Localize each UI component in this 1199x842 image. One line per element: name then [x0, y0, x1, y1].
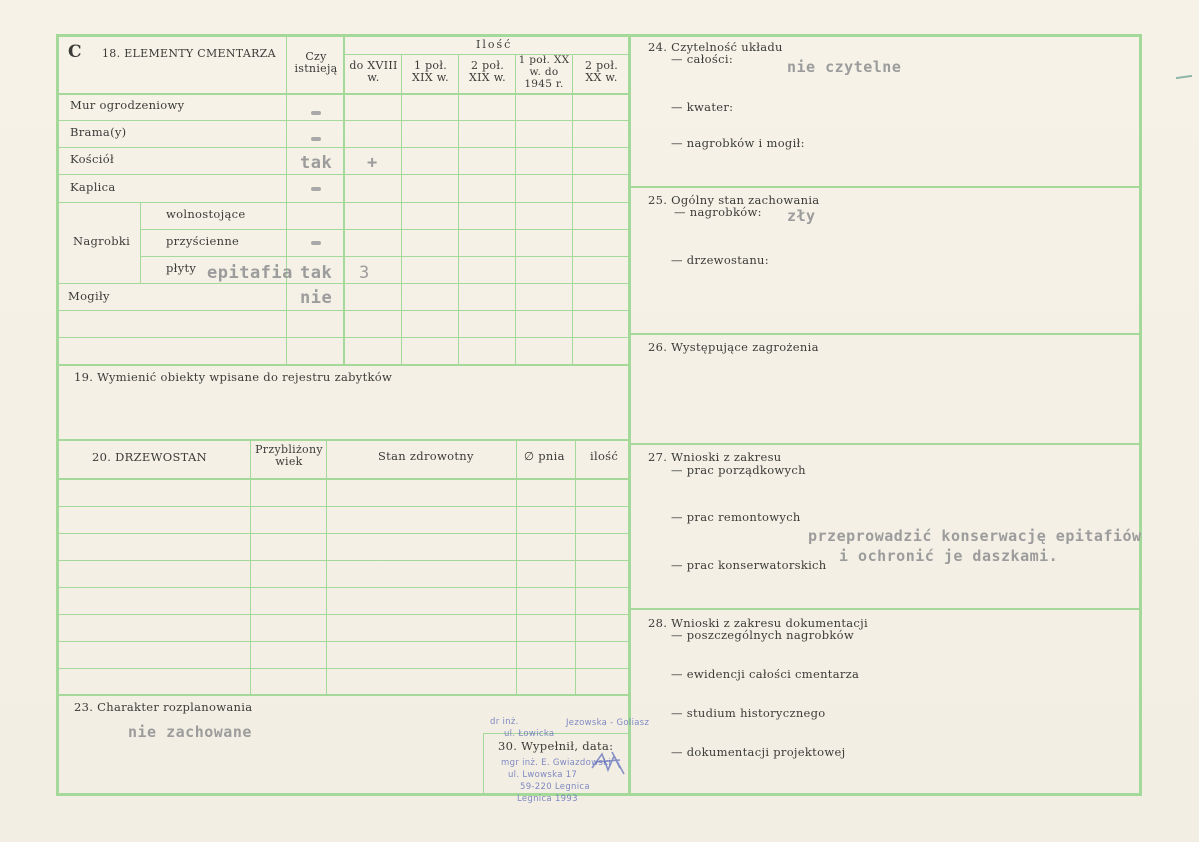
section-26-title: 26. Występujące zagrożenia [648, 340, 819, 354]
col-header-diameter: ∅ pnia [524, 449, 565, 463]
row-label-graves: Mogiły [68, 289, 110, 303]
row-label-church: Kościół [70, 152, 114, 166]
grid-line [631, 186, 1139, 188]
doc-history-label: — studium historycznego [671, 706, 826, 720]
section-30-title: 30. Wypełnił, data: [498, 739, 614, 753]
section-19-title: 19. Wymienić obiekty wpisane do rejestru zabytków [74, 370, 393, 384]
grid-line [59, 560, 628, 561]
stamp-line: Legnica 1993 [517, 794, 578, 804]
slabs-exists-value: tak [300, 263, 333, 283]
church-qty-value: + [367, 153, 378, 173]
grid-line [56, 34, 1142, 37]
legibility-whole-label: — całości: [671, 52, 733, 66]
cleanup-label: — prac porządkowych [671, 463, 806, 477]
stamp-line: Jezowska - Goliasz [566, 718, 650, 728]
dash-mark [311, 137, 321, 141]
layout-character-value: nie zachowane [128, 723, 252, 741]
grid-line [516, 441, 517, 695]
grid-line [56, 34, 59, 796]
church-exists-value: tak [300, 153, 333, 173]
section-24-title: 24. Czytelność układu [648, 40, 783, 54]
dash-mark [311, 187, 321, 191]
col-header-exists: Czy istnieją [294, 50, 338, 75]
section-25-title: 25. Ogólny stan zachowania [648, 193, 820, 207]
row-label-chapel: Kaplica [70, 180, 116, 194]
condition-trees-label: — drzewostanu: [671, 253, 769, 267]
legibility-quarters-label: — kwater: [671, 100, 734, 114]
grid-line [343, 37, 345, 365]
conservation-value-line2: i ochronić je daszkami. [839, 547, 1059, 565]
grid-line [458, 55, 459, 365]
graves-exists-value: nie [300, 288, 333, 308]
period-header-2: 1 poł. XIX w. [412, 59, 449, 84]
doc-project-label: — dokumentacji projektowej [671, 745, 846, 759]
grid-line [572, 55, 573, 365]
grid-line [326, 441, 327, 695]
stamp-line: mgr inż. E. Gwiazdowski [501, 758, 611, 768]
section-letter: C [68, 42, 82, 62]
grid-line [140, 202, 141, 284]
stamp-line: 59-220 Legnica [520, 782, 590, 792]
grid-line [628, 34, 631, 796]
grid-line [575, 441, 576, 695]
dash-mark [311, 111, 321, 115]
section-18-title: 18. ELEMENTY CMENTARZA [102, 47, 276, 60]
grid-line [1139, 34, 1142, 796]
row-label-freestanding: wolnostojące [166, 207, 246, 221]
condition-graves-label: — nagrobków: [674, 205, 762, 219]
grid-line [59, 478, 628, 480]
row-label-wallmounted: przyścienne [166, 234, 240, 248]
col-header-health: Stan zdrowotny [378, 449, 474, 463]
grid-line [631, 333, 1139, 335]
doc-individual-label: — poszczególnych nagrobków [671, 628, 855, 642]
condition-graves-value: zły [787, 207, 816, 225]
dash-mark [311, 241, 321, 245]
stamp-line: dr inż. [490, 717, 519, 727]
section-20-title: 20. DRZEWOSTAN [92, 450, 207, 464]
grid-line [59, 506, 628, 507]
grid-line [250, 441, 251, 695]
col-header-quantity: Ilość [476, 38, 513, 51]
section-28-title: 28. Wnioski z zakresu dokumentacji [648, 616, 868, 630]
doc-inventory-label: — ewidencji całości cmentarza [671, 667, 860, 681]
row-label-gate: Brama(y) [70, 125, 127, 139]
grid-line [140, 229, 628, 230]
grid-line [401, 55, 402, 365]
period-header-1: do XVIII w. [349, 59, 398, 84]
conservation-label: — prac konserwatorskich [671, 558, 827, 572]
grid-line [59, 668, 628, 669]
signature [590, 748, 626, 776]
period-header-5: 2 poł. XX w. [584, 59, 619, 84]
grid-line [59, 533, 628, 534]
grid-line [515, 55, 516, 365]
row-label-tombstones: Nagrobki [73, 234, 131, 248]
stamp-line: ul. Lwowska 17 [508, 770, 578, 780]
col-header-age: Przybliżony wiek [255, 443, 323, 468]
conservation-value-line1: przeprowadzić konserwację epitafiów [808, 527, 1142, 545]
slabs-qty-value: 3 [359, 263, 370, 283]
renovation-label: — prac remontowych [671, 510, 801, 524]
section-23-title: 23. Charakter rozplanowania [74, 700, 253, 714]
edge-mark [1176, 75, 1192, 79]
period-header-4: 1 poł. XX w. do 1945 r. [518, 54, 570, 90]
section-27-title: 27. Wnioski z zakresu [648, 450, 782, 464]
grid-line [344, 54, 628, 55]
grid-line [59, 614, 628, 615]
legibility-graves-label: — nagrobków i mogił: [671, 136, 805, 150]
grid-line [483, 733, 484, 793]
period-header-3: 2 poł. XIX w. [469, 59, 506, 84]
slabs-note-value: epitafia [207, 263, 293, 283]
grid-line [59, 439, 628, 441]
stamp-line: ul. Łowicka [504, 729, 555, 739]
grid-line [631, 443, 1139, 445]
row-label-wall: Mur ogrodzeniowy [70, 98, 185, 112]
col-header-count: ilość [590, 449, 619, 463]
legibility-whole-value: nie czytelne [787, 58, 902, 76]
grid-line [140, 256, 628, 257]
grid-line [59, 641, 628, 642]
grid-line [631, 608, 1139, 610]
row-label-slabs: płyty [166, 261, 197, 275]
grid-line [59, 694, 628, 696]
grid-line [286, 37, 287, 365]
grid-line [56, 793, 1142, 796]
grid-line [59, 587, 628, 588]
